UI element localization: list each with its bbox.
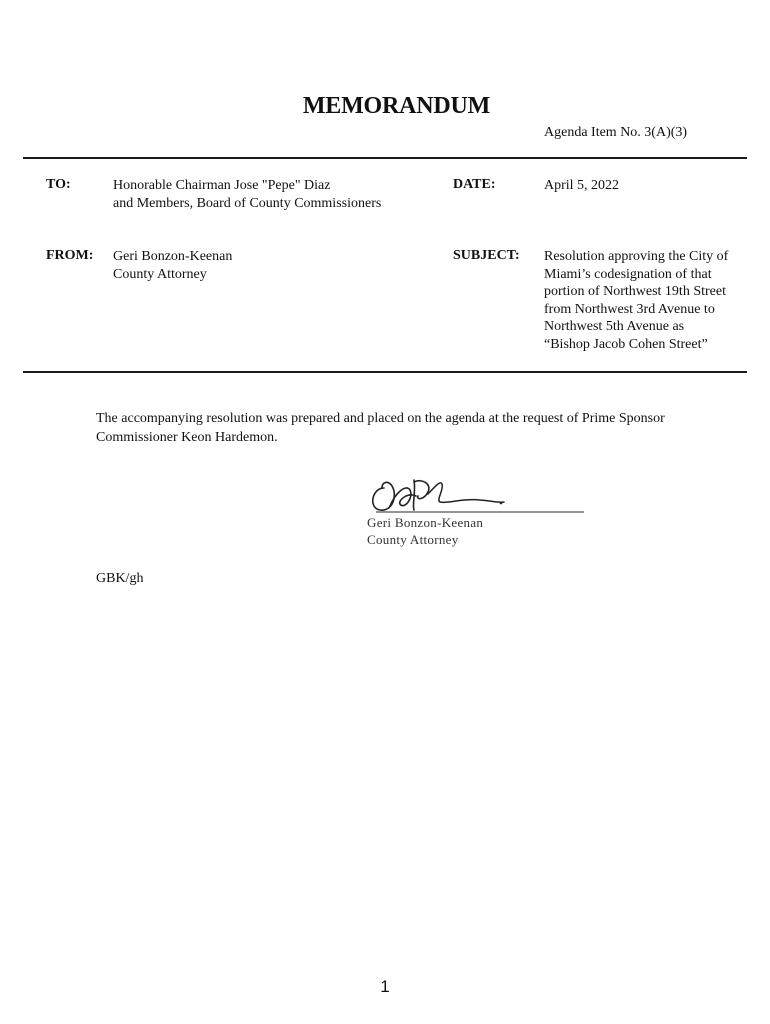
to-line: and Members, Board of County Commissioners [113, 195, 382, 211]
from-line: Geri Bonzon-Keenan [113, 249, 233, 264]
date-label: DATE: [453, 177, 496, 192]
header-divider-bottom [23, 371, 747, 373]
signer-title: County Attorney [367, 532, 459, 547]
subject-line: portion of Northwest 19th Street [544, 284, 726, 300]
body-line: The accompanying resolution was prepared and placed on the agenda at the request of Prime Sponsor [96, 411, 665, 426]
body-paragraph [96, 409, 665, 447]
to-line: Honorable Chairman Jose "Pepe" Diaz [113, 178, 331, 193]
agenda-item-number: Agenda Item No. 3(A)(3) [544, 125, 688, 140]
signature-block [367, 514, 483, 548]
to-recipient [113, 177, 381, 212]
header-divider-top [23, 157, 747, 159]
memo-title: MEMORANDUM [302, 93, 491, 119]
typist-initials: GBK/gh [96, 571, 144, 586]
subject-line: from Northwest 3rd Avenue to [544, 301, 715, 317]
subject-line: Miami’s codesignation of that [544, 266, 712, 282]
subject-line: Northwest 5th Avenue as [544, 319, 685, 335]
body-line: Commissioner Keon Hardemon. [96, 430, 278, 445]
signer-name: Geri Bonzon-Keenan [367, 515, 484, 530]
subject-line: Resolution approving the City of [544, 249, 729, 264]
from-line: County Attorney [113, 266, 207, 282]
date-value: April 5, 2022 [544, 178, 620, 193]
to-label: TO: [46, 177, 71, 192]
from-sender [113, 248, 232, 283]
from-label: FROM: [46, 248, 94, 263]
subject-text [544, 248, 728, 354]
page-number: 1 [380, 977, 390, 996]
subject-label: SUBJECT: [453, 248, 520, 263]
subject-line: “Bishop Jacob Cohen Street” [544, 336, 708, 352]
